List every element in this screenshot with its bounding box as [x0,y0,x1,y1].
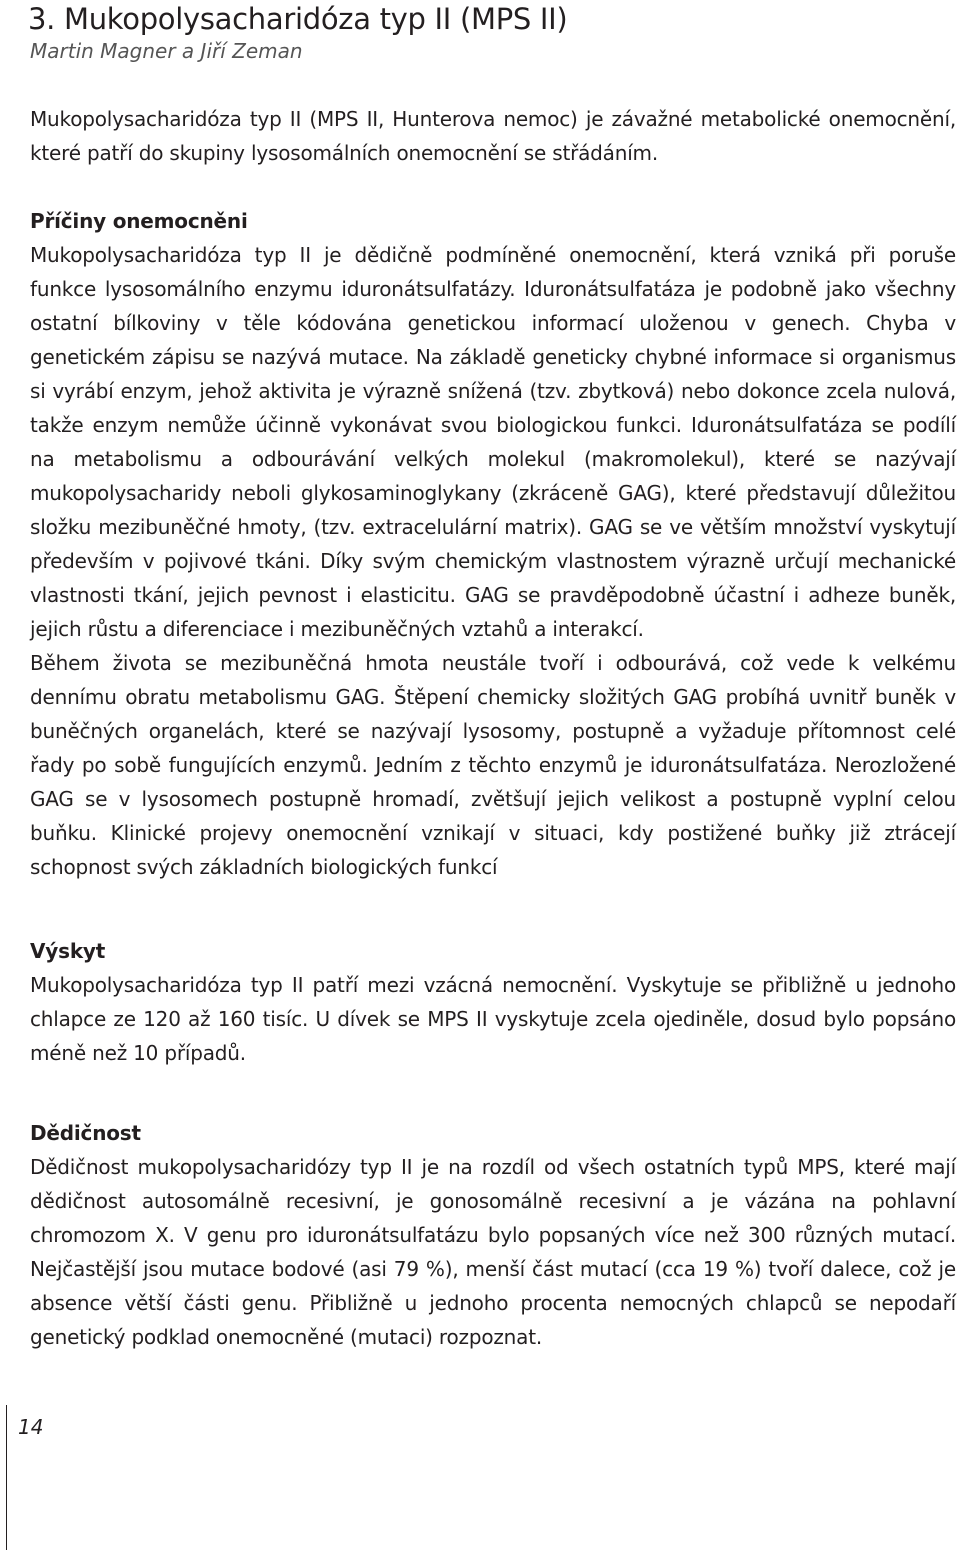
section-heredity [30,1116,956,1354]
section-occurrence [30,934,956,1070]
intro-paragraph: Mukopolysacharidóza typ II (MPS II, Hunterova nemoc) je závažné metabolické onemocnění, které patří do skupiny lysosomálních onemocnění se střádáním. [30,107,956,165]
section-heading-heredity: Dědičnost [30,1121,141,1145]
heredity-paragraph: Dědičnost mukopolysacharidózy typ II je na rozdíl od všech ostatních typů MPS, které mají dědičnost autosomálně recesivní, je gonosomálně recesivní a je vázána na pohlavní chromozom X. V genu pro iduronátsulfatázu bylo popsaných více než 300 různých mutací. Nejčastější jsou mutace bodové (asi 79 %), menší část mutací (cca 19 %) tvoří dalece, což je absence větší části genu. Přibližně u jednoho procenta nemocných chlapců se nepodaří genetický podklad onemocněné (mutaci) rozpoznat. [30,1155,956,1349]
causes-paragraph-2: Během života se mezibuněčná hmota neustále tvoří i odbourává, což vede k velkému dennímu obratu metabolismu GAG. Štěpení chemicky složitých GAG probíhá uvnitř buněk v buněčných organelách, které se nazývají lysosomy, postupně a vyžaduje přítomnost celé řady po sobě fungujících enzymů. Jedním z těchto enzymů je iduronátsulfatáza. Nerozložené GAG se v lysosomech postupně hromadí, zvětšují jejich velikost a postupně vyplní celou buňku. Klinické projevy onemocnění vznikají v situaci, kdy postižené buňky již ztrácejí schopnost svých základních biologických funkcí [30,651,956,879]
page-number: 14 [18,1415,44,1439]
article-body [30,102,956,1354]
section-causes [30,204,956,884]
occurrence-paragraph: Mukopolysacharidóza typ II patří mezi vzácná nemocnění. Vyskytuje se přibližně u jednoho chlapce ze 120 až 160 tisíc. U dívek se MPS II vyskytuje zcela ojediněle, dosud bylo popsáno méně než 10 případů. [30,973,956,1065]
spacer [30,1070,956,1116]
chapter-authors: Martin Magner a Jiří Zeman [30,39,303,63]
section-heading-causes: Příčiny onemocněni [30,209,248,233]
section-heading-occurrence: Výskyt [30,939,106,963]
spacer [30,170,956,204]
page-margin-rule [6,1405,7,1550]
causes-paragraph-1: Mukopolysacharidóza typ II je dědičně podmíněné onemocnění, která vzniká při poruše funkce lysosomálního enzymu iduronátsulfatázy. Iduronátsulfatáza je podobně jako všechny ostatní bílkoviny v těle kódována genetickou informací uloženou v genech. Chyba v genetickém zápisu se nazývá mutace. Na základě geneticky chybné informace si organismus si vyrábí enzym, jehož aktivita je výrazně snížená (tzv. zbytková) nebo dokonce zcela nulová, takže enzym nemůže účinně vykonávat svou biologickou funkci. Iduronátsulfatáza se podílí na metabolismu a odbourávání velkých molekul (makromolekul), které se nazývají mukopolysacharidy neboli glykosaminoglykany (zkráceně GAG), které představují důležitou složku mezibuněčné hmoty, (tzv. extracelulární matrix). GAG se ve větším množství vyskytují především v pojivové tkáni. Díky svým chemickým vlastnostem výrazně určují mechanické vlastnosti tkání, jejich pevnost i elasticitu. GAG se pravděpodobně účastní i adheze buněk, jejich růstu a diferenciace i mezibuněčných vztahů a interakcí. [30,243,956,641]
page-title: 3. Mukopolysacharidóza typ II (MPS II) [28,2,568,36]
spacer [30,884,956,934]
